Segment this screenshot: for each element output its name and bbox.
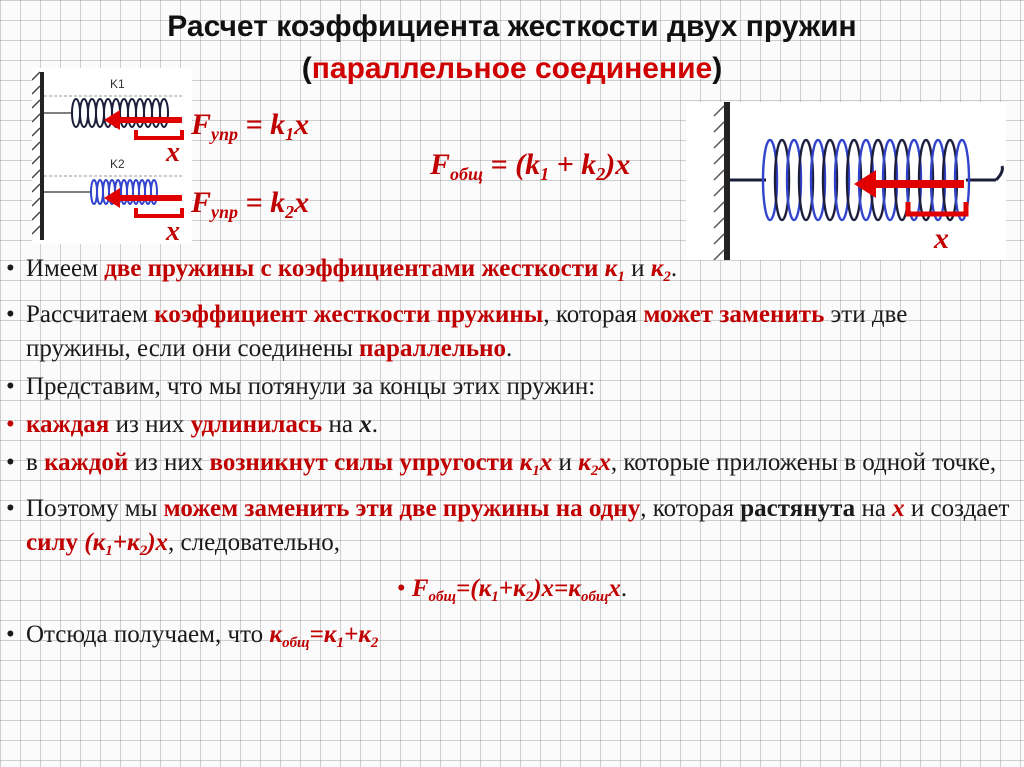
bullet-8: • Отсюда получаем, что $к_{общ}=к_1+к_2$ <box>6 621 379 651</box>
wall-hatch <box>32 72 40 234</box>
wall-line <box>724 102 730 260</box>
bullet-list <box>6 252 1018 664</box>
bullet-5: • в каждой из них возникнут силы упругости $к_1x$ и $к_2x$, которые приложены в одной точке, <box>6 449 997 479</box>
formula-f-upr-1: $F_{упр} = k_1x$ <box>191 108 310 144</box>
equivalent-spring-drawing <box>686 102 1006 260</box>
x-label-1: x <box>166 137 180 168</box>
bullet-3: • Представим, что мы потянули за концы этих пружин: <box>6 373 596 400</box>
wall-hatch <box>714 106 724 260</box>
title-paren-close: ) <box>712 52 723 85</box>
x-label-2: x <box>166 216 180 247</box>
bullet-7-formula: • $F_{общ}=(к_1+к_2)x=к_{общ}x$. <box>396 575 628 605</box>
spring-1-label: K1 <box>110 77 125 91</box>
formula-f-total: $F_{общ} = (k_1 + k_2)x$ <box>430 148 631 184</box>
wall-line <box>40 72 44 240</box>
spring-2-label: K2 <box>110 157 125 171</box>
title-line-1: Расчет коэффициента жесткости двух пружин <box>167 10 857 43</box>
bullet-2: • Рассчитаем коэффициент жесткости пружины, которая может заменить эти две пружины, если они соединены параллельно. <box>6 301 908 362</box>
x-label-total: x <box>934 222 949 255</box>
title-highlight: параллельное соединение <box>311 52 713 85</box>
bullet-6: • Поэтому мы можем заменить эти две пружины на одну, которая растянута на x и создает силу $(к_1+к_2)x$, следовательно, <box>6 495 1010 559</box>
formula-f-upr-2: $F_{упр} = k_2x$ <box>191 186 310 222</box>
bullet-4: • каждая из них удлинилась на x. <box>6 411 378 438</box>
title-paren-open: ( <box>301 52 312 85</box>
bullet-1: • Имеем две пружины с коэффициентами жесткости $к_1$ и $к_2$. <box>6 255 678 285</box>
equivalent-spring-figure <box>686 102 1006 260</box>
